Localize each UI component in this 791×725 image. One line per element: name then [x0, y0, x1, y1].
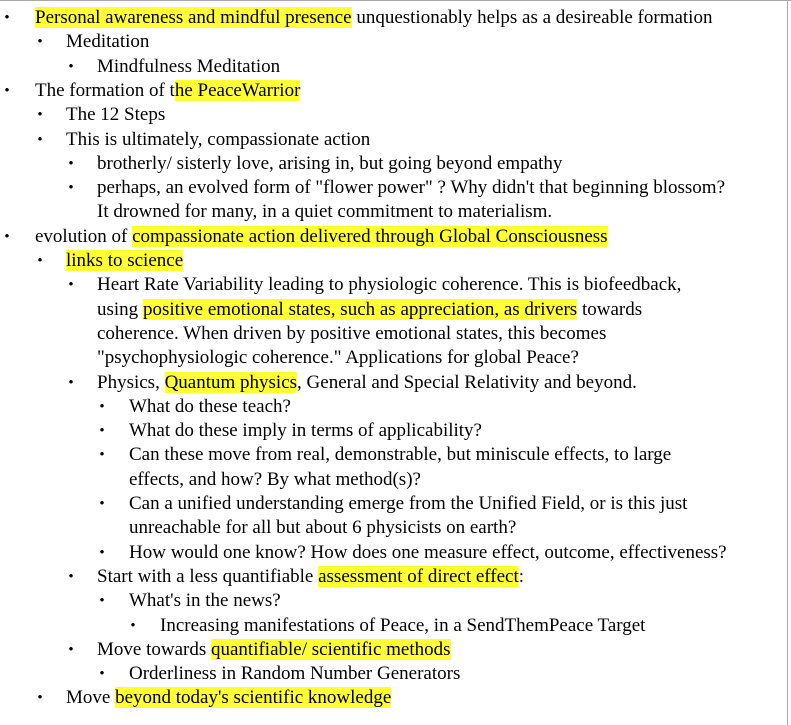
outline-text	[129, 468, 421, 492]
text-segment: What do these teach?	[129, 395, 291, 417]
text-segment: How would one know? How does one measure effect, outcome, effectiveness?	[129, 541, 727, 563]
text-segment: The formation of t	[35, 79, 175, 101]
bullet-icon: •	[4, 10, 10, 26]
outline-text	[97, 565, 524, 589]
bullet-icon: •	[37, 253, 43, 269]
highlighted-text: Personal awareness and mindful presence	[35, 7, 352, 28]
outline-text	[160, 614, 645, 638]
text-segment: Physics,	[97, 371, 165, 393]
bullet-icon: •	[99, 593, 105, 610]
text-segment: towards	[577, 298, 643, 320]
highlighted-text: compassionate action delivered through Global Consciousness	[132, 225, 608, 247]
bullet-icon: •	[99, 544, 105, 561]
outline-text	[97, 176, 725, 200]
bullet-icon: •	[4, 82, 10, 99]
text-segment: , General and Special Relativity and beyond.	[297, 371, 637, 393]
outline-text	[97, 152, 562, 176]
outline-text	[97, 346, 579, 370]
text-segment: using	[97, 298, 143, 320]
text-segment: Meditation	[66, 31, 150, 53]
text-segment: "psychophysiologic coherence." Applications for global Peace?	[97, 347, 579, 369]
outline-text	[129, 516, 516, 540]
text-segment: The 12 Steps	[66, 104, 166, 126]
outline-text	[66, 128, 370, 152]
highlighted-text: Quantum physics	[164, 371, 298, 393]
highlighted-text: beyond today's scientific knowledge	[115, 687, 392, 709]
outline-text	[66, 686, 391, 710]
outline-text	[97, 55, 280, 79]
text-segment: unreachable for all but about 6 physicists on earth?	[129, 517, 517, 539]
text-segment: Move	[66, 687, 116, 709]
bullet-icon: •	[99, 398, 105, 415]
text-segment: Move towards	[97, 638, 211, 660]
text-segment: Can these move from real, demonstrable, but miniscule effects, to large	[129, 444, 672, 466]
bullet-icon: •	[68, 374, 74, 391]
text-segment: It drowned for many, in a quiet commitment to materialism.	[97, 201, 553, 223]
outline-text	[97, 638, 451, 662]
outline-text	[129, 541, 727, 565]
bullet-icon: •	[68, 568, 74, 585]
text-segment: Orderliness in Random Number Generators	[129, 663, 461, 685]
outline-text	[129, 395, 291, 419]
bullet-icon: •	[99, 447, 105, 464]
bullet-icon: •	[68, 58, 74, 75]
outline-text	[97, 200, 552, 224]
outline-text	[35, 225, 608, 249]
outline-text	[66, 249, 183, 273]
text-segment: Increasing manifestations of Peace, in a SendThemPeace Target	[160, 614, 646, 636]
outline-text	[97, 371, 637, 395]
outline-text	[66, 30, 149, 54]
text-segment: evolution of	[35, 225, 133, 247]
text-segment: :	[518, 565, 525, 587]
bullet-icon: •	[68, 641, 74, 658]
text-segment: coherence. When driven by positive emotional states, this becomes	[97, 322, 607, 344]
highlighted-text: he PeaceWarrior	[174, 79, 301, 101]
text-segment: perhaps, an evolved form of "flower power" ? Why didn't that beginning blossom?	[97, 177, 726, 199]
bullet-icon: •	[37, 107, 43, 124]
outline-text	[129, 492, 687, 516]
bullet-icon: •	[37, 131, 43, 148]
highlighted-text: quantifiable/ scientific methods	[210, 638, 451, 660]
outline-text	[129, 589, 281, 613]
outline-text	[129, 443, 671, 467]
bullet-icon: •	[99, 496, 105, 512]
highlighted-text: links to science	[66, 250, 184, 271]
text-segment: effects, and how? By what method(s)?	[129, 468, 421, 490]
outline-text	[97, 273, 681, 297]
outline-text	[66, 103, 165, 127]
bullet-icon: •	[37, 34, 43, 51]
text-segment: What's in the news?	[129, 590, 281, 612]
text-segment: brotherly/ sisterly love, arising in, but going beyond empathy	[97, 152, 563, 174]
outline-text	[129, 662, 460, 686]
highlighted-text: positive emotional states, such as appreciation, as drivers	[142, 298, 578, 320]
bullet-icon: •	[68, 180, 74, 197]
right-border	[787, 0, 788, 725]
highlighted-text: assessment of direct effect	[318, 565, 519, 587]
outline-text	[97, 322, 606, 346]
bullet-icon: •	[4, 228, 10, 245]
bullet-icon: •	[99, 666, 105, 683]
top-border	[0, 0, 791, 1]
text-segment: This is ultimately, compassionate action	[66, 128, 371, 150]
bullet-icon: •	[68, 155, 74, 172]
bullet-icon: •	[99, 423, 105, 440]
text-segment: Mindfulness Meditation	[97, 55, 281, 77]
bullet-icon: •	[68, 277, 74, 294]
text-segment: Heart Rate Variability leading to physiologic coherence. This is biofeedback,	[97, 274, 682, 296]
bullet-icon: •	[130, 617, 136, 634]
outline-text	[129, 419, 482, 443]
text-segment: Start with a less quantifiable	[97, 565, 319, 587]
text-segment: unquestionably helps as a desireable formation	[351, 7, 713, 28]
text-segment: Can a unified understanding emerge from the Unified Field, or is this just	[129, 493, 688, 514]
outline-text	[35, 6, 712, 30]
outline-text	[35, 79, 300, 103]
bullet-icon: •	[37, 690, 43, 707]
text-segment: What do these imply in terms of applicability?	[129, 420, 482, 442]
outline-text	[97, 298, 642, 322]
